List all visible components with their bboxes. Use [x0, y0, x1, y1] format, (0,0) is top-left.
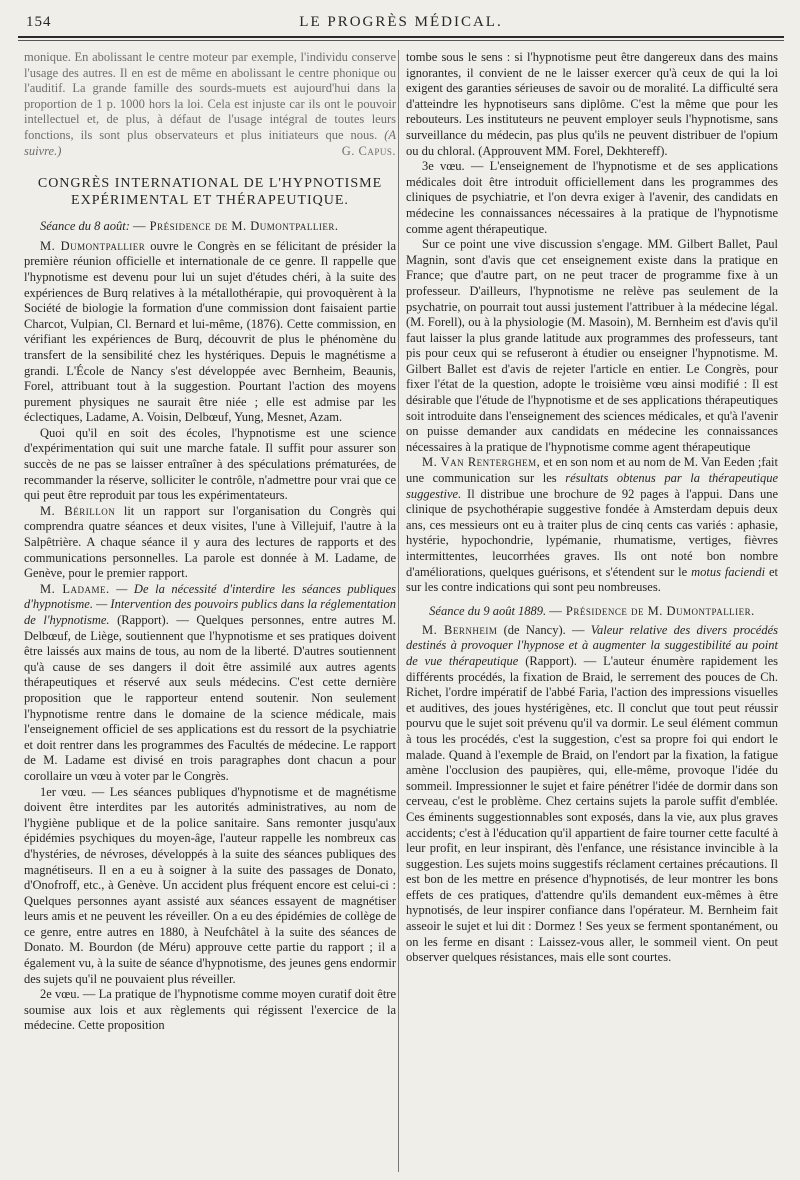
report-label: (Rapport). [525, 653, 577, 668]
journal-title: LE PROGRÈS MÉDICAL. [299, 14, 503, 30]
paragraph-bernheim [406, 623, 778, 966]
intro-paragraph [24, 50, 396, 159]
voeu-label: 3e vœu. [422, 159, 465, 174]
speaker-name: M. Bernheim [422, 622, 498, 637]
speaker-name: M. Ladame. [40, 581, 110, 596]
voeu-label: 2e vœu. [40, 987, 80, 1002]
latin-phrase: motus faciendi [691, 564, 766, 579]
header-rule [18, 40, 784, 41]
column-divider [398, 50, 399, 1172]
paragraph-text: (Rapport). — Quelques personnes, entre autres M. Delbœuf, de Liège, soutiennent que l'hypnotisme et ses pratiques doivent être laissés aux mains de tous, au nom de la liberté. D'autres soutiennent qu'à cause de ses dangers il doit être assimilé aux autres agents thérapeutiques et réservé aux seuls médecins. C'est cette dernière proposition que le rapporteur entend soutenir. Non seulement l'hypnotisme rentre dans le domaine de la science médicale, mais l'enseignement officiel de ses applications est du ressort de la psychiatrie et doit rentrer dans les programmes des Facultés de médecine. Le rapport de M. Ladame est divisé en trois paragraphes dont chacun a pour corollaire un vœu à voter par le Congrès. [24, 613, 396, 783]
seance-presidence-1: — Présidence de M. Dumontpallier. [133, 219, 339, 234]
paragraph-text: — L'auteur énumère rapidement les différents procédés, la fixation de Braid, le serrement des pouces de Ch. Richet, l'ordre impératif de l'abbé Faria, l'action des impressions visuelles et auditives, des joues hystérigènes, etc. Il conclut que tout peut réussir pourvu que le sujet soit prévenu qu'il va dormir. Le seul élément commun à tous les procédés, c'est la suggestion, c'est sa propre foi qui endort le malade. Quand à l'exemple de Braid, on l'endort par la fixation, la fatigue amène l'occlusion des paupières, qui, elle-même, provoque l'idée du sommeil. Impressionner le sujet et faire pénétrer l'idée de dormir dans son cerveau, c'est le problème. Chez certains sujets la parole suffit d'emblée. Ces éminents suggestionnables sont exposés, dans la vie, aux plus graves accidents; c'est à l'éducation qu'il appartient de faire tourner cette faculté à leur profit, en leur inspirant, dès l'enfance, une résistance invincible à la suggestion. Les sujets moins suggestifs réclament certaines précautions. Il est bon de les mettre en présence d'hypnotisés, de leur montrer les bons effets de ces pratiques, d'attendre qu'ils demandent eux-mêmes à être hypnotisés, de leur inspirer confiance dans l'opérateur. M. Bernheim fait asseoir le sujet et lui dit : Dormez ! Ses yeux se ferment spontanément, ou on les ferme en disant : Laissez-vous aller, le sommeil vient. On peut observer quelques résistances, mais elle sont courtes. [406, 653, 779, 965]
section-title-line-1: CONGRÈS INTERNATIONAL DE L'HYPNOTISME [37, 176, 383, 192]
intro-signature: G. Capus. [341, 143, 396, 158]
paragraph-voeu-1 [24, 785, 396, 988]
seance-date-1: Séance du 8 août: [40, 219, 130, 234]
intro-text: monique. En abolissant le centre moteur par exemple, l'individu conserve l'usage des autres. Il en est de même en abolissant le centre phonique ou l'auditif. La grande famille des sourds-muets est aujourd'hui dans la proportion de 1 p. 1000 hors la loi. Cela est injuste car ils ont le pouvoir intellectuel et, de plus, à défaut de l'usage intégral de toutes leurs fonctions, ils sont plus observateurs et plus initiateurs que nous. [24, 50, 396, 142]
paragraph-text: Il distribue une brochure de 92 pages à l'appui. Dans une clinique de psychothérapie suggestive fondée à Amsterdam depuis deux ans, ces messieurs ont eu à traiter plus de cinq cents cas variés : aphasie, hystérie, hypochondrie, lypémanie, rhumatisme, vertiges, fièvres intermittentes, leucorrhées graves. Ils ont noté bon nombre d'améliorations, quelques guérisons, et s'étendent sur le [406, 486, 778, 579]
paragraph-text: ouvre le Congrès en se félicitant de présider la première réunion officielle et internationale de ce genre. Il rappelle que l'hypnotisme est devenu pour lui un sujet d'études chéri, à la suite des expériences de Burq relatives à la métallothérapie, qui provoquèrent à la Société de biologie la formation d'une commission dont faisaient partie Charcot, Vulpian, Cl. Bernard et lui-même, (1876). Cette commission, en vérifiant les expériences de Burq, découvrit de plus le phénomène du transfert de la sensibilité chez les hystériques. Depuis le magnétisme a grandi. L'École de Nancy s'est développée avec Bernheim, Beaunis, Forel, attribuant tout à la suggestion. Pourtant l'action des moyens purement physiques ne saurait être niée ; elle est admise par les éclectiques, Ladame, A. Voisin, Delbœuf, Yung, Mesnet, Azam. [24, 238, 397, 425]
speaker-name: M. Van Renterghem, [422, 455, 541, 470]
communication-title: résultats obtenus par la thérapeutique suggestive. [406, 471, 778, 501]
paragraph-dumontpallier [24, 239, 396, 426]
seance-presidence-2: — Présidence de M. Dumontpallier. [549, 603, 755, 618]
seance-heading-2 [406, 604, 778, 619]
to-be-continued: (A suivre.) [24, 127, 397, 158]
voeu-label: 1er vœu. [40, 784, 87, 799]
speaker-city: (de Nancy). — [503, 622, 585, 637]
paragraph-van-renterghem [406, 455, 778, 595]
page-header [18, 10, 784, 38]
seance-date-2: Séance du 9 août 1889. [429, 603, 547, 618]
paragraph-text: — Les séances publiques d'hypnotisme et de magnétisme doivent être interdites par les autorités administratives, au nom de l'hygiène publique et de la police sanitaire. Sans remonter jusqu'aux épidémies psychiques du moyen-âge, l'auteur rappelle les nombreux cas d'hystéries, de névroses, développés à la suite des séances publiques des magnétiseurs. Il en a eu à soigner à la suite des passages de Donato, d'Onofroff, etc., à Genève. Un accident plus fréquent encore est celui-ci : Quelques personnes ayant assisté aux séances essayent de magnétiser leurs amis et ne peuvent les réveiller. On a eu des épidémies de collège de ce genre, entre autres en 1880, à Neufchâtel à la suite des séances de Donato. M. Bourdon (de Méru) approuve cette partie du rapport ; il a également vu, à la suite de séance d'hypnotisme, des jeunes gens endormir des sujets qu'il ne pouvaient plus réveiller. [24, 784, 396, 986]
page-number: 154 [26, 14, 52, 30]
paragraph-text: — La pratique de l'hypnotisme comme moyen curatif doit être soumise aux lois et aux règlements qui régissent l'exercice de la médecine. Cette proposition [24, 987, 397, 1033]
paragraph-text: — L'enseignement de l'hypnotisme et de ses applications médicales doit être introduit officiellement dans les programmes des cliniques de psychiatrie, et l'on devra exiger à l'avenir, des candidats en médecine les connaissances nécessaires à la pratique de l'hypnotisme comme agent thérapeutique. [406, 159, 779, 236]
speaker-name: M. Dumontpallier [40, 238, 146, 253]
seance-heading-1 [24, 219, 396, 235]
section-title-line-2: EXPÉRIMENTAL ET THÉRAPEUTIQUE. [71, 193, 349, 209]
report-title: Valeur relative des divers procédés destinés à provoquer l'hypnose et à augmenter la suggestibilité au point de vue thérapeutique [406, 622, 779, 668]
paragraph-berillon [24, 504, 396, 582]
report-title: — De la nécessité d'interdire les séances publiques d'hypnotisme. — Intervention des pouvoirs publics dans la réglementation de l'hypnotisme. [24, 581, 397, 627]
paragraph-text: et en son nom et au nom de M. Van Eeden ;fait une communication sur les [406, 455, 779, 486]
paragraph-text: et sur les contre indications qui sont peu nombreuses. [406, 564, 779, 595]
section-title [24, 175, 396, 209]
two-column-body [18, 50, 784, 1172]
paragraph-continuation: tombe sous le sens : si l'hypnotisme peut être dangereux dans des mains ignorantes, il convient de ne le laisser exercer qu'à ceux de qui la loi exigent des garanties sérieuses de savoir ou de moralité. La difficulté sera d'atteindre les hypnotiseurs sans diplôme. C'est la même que pour les rebouteurs. Les instituteurs ne peuvent employer seuls l'hypnotisme, sans surveillance du médecin, pas plus qu'ils ne peuvent distribuer de l'opium ou du chloral. (Approuvent MM. Forel, Dekhtereff). [406, 50, 778, 158]
newspaper-page [18, 10, 784, 1172]
paragraph-ladame [24, 582, 396, 785]
speaker-name: M. Bérillon [40, 503, 116, 518]
paragraph-voeu-2 [24, 987, 396, 1034]
paragraph-text: lit un rapport sur l'organisation du Congrès qui comprendra quatre séances et deux visites, l'une à Villejuif, l'autre à la Salpêtrière. A chaque séance il y aura des lectures de rapports et des communications personnelles. La parole est donnée à M. Ladame, de Genève, pour le premier rapport. [24, 503, 396, 581]
paragraph-discussion: Sur ce point une vive discussion s'engage. MM. Gilbert Ballet, Paul Magnin, sont d'avis que cet enseignement existe dans la pratique en France; que d'autre part, on ne peut tracer de programme fixe à un professeur. D'ailleurs, l'hypnotisme ne relève pas seulement de la psychatrie, on pourrait tout aussi justement l'attribuer à la médecine légal. (M. Forell), ou à la physiologie (M. Masoin), M. Bernheim est d'avis qu'il faut laisser la plus grande latitude aux programmes des professeurs, tant pis pour ceux qui se refuseront à étudier ou enseigner l'hypnotisme. M. Gilbert Ballet est d'avis de rejeter l'article en entier. Le Congrès, pour fixer l'état de la question, adopte le troisième vœu ainsi modifié : Il est désirable que l'étude de l'hypnotisme et de ses applications thérapeutiques soit introduite dans l'enseignement des sciences médicales, et qu'à l'avenir on puisse demander aux candidats en médecine les connaissances nécessaires à la pratique de l'hypnotisme comme agent thérapeutique [406, 237, 778, 454]
left-column [24, 50, 396, 1034]
right-column [406, 50, 778, 966]
paragraph-ecoles: Quoi qu'il en soit des écoles, l'hypnotisme est une science d'expérimentation qui suit une marche fatale. Il suffit pour assurer son succès de ne pas se laisser entraîner à des spéculations prématurées, de recommander la réserve, solliciter le contrôle, n'admettre pour vrai que ce qui peut être reproduit par tous les expérimentateurs. [24, 425, 396, 503]
paragraph-voeu-3 [406, 159, 778, 237]
